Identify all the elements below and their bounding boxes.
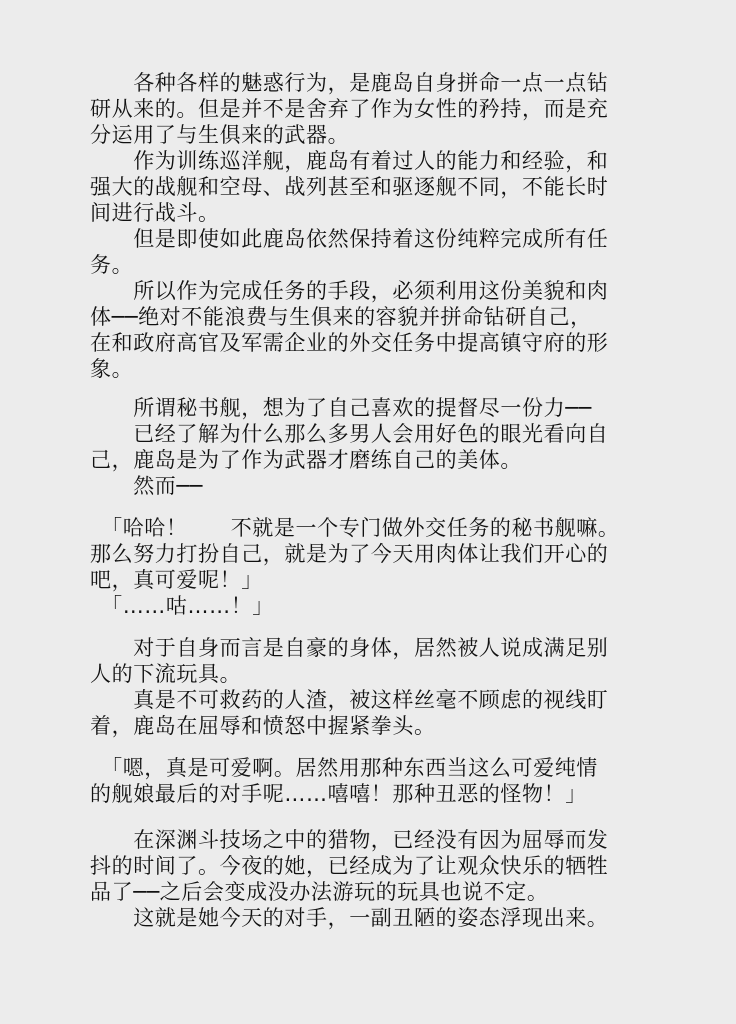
text-line: 「哈哈！ 不就是一个专门做外交任务的秘书舰嘛。 xyxy=(90,516,620,540)
text-line: 所以作为完成任务的手段，必须利用这份美貌和肉 xyxy=(90,279,609,303)
text-line: 着，鹿岛在屈辱和愤怒中握紧拳头。 xyxy=(90,714,436,738)
text-line: 各种各样的魅惑行为，是鹿岛自身拼命一点一点钻 xyxy=(90,71,609,95)
text-line: 的舰娘最后的对手呢……嘻嘻！那种丑恶的怪物！」 xyxy=(90,782,587,806)
text-line: 对于自身而言是自豪的身体，居然被人说成满足别 xyxy=(90,636,609,660)
text-line: 这就是她今天的对手，一副丑陋的姿态浮现出来。 xyxy=(90,906,609,930)
text-line: 象。 xyxy=(90,357,134,381)
text-line: 吧，真可爱呢！」 xyxy=(90,568,263,592)
text-line: 己，鹿岛是为了作为武器才磨练自己的美体。 xyxy=(90,448,522,472)
text-line: 已经了解为什么那么多男人会用好色的眼光看向自 xyxy=(90,422,609,446)
text-line: 真是不可救药的人渣，被这样丝毫不顾虑的视线盯 xyxy=(90,688,609,712)
text-line: 但是即使如此鹿岛依然保持着这份纯粹完成所有任 xyxy=(90,227,609,251)
text-line: 间进行战斗。 xyxy=(90,201,220,225)
text-line: 在深渊斗技场之中的猎物，已经没有因为屈辱而发 xyxy=(90,828,609,852)
text-line: 抖的时间了。今夜的她，已经成为了让观众快乐的牺牲 xyxy=(90,854,609,878)
text-line: 所谓秘书舰，想为了自己喜欢的提督尽一份力── xyxy=(90,396,592,420)
text-line: 「……咕……！」 xyxy=(90,594,274,618)
text-line: 强大的战舰和空母、战列甚至和驱逐舰不同，不能长时 xyxy=(90,175,609,199)
text-line: 人的下流玩具。 xyxy=(90,662,242,686)
text-line: 研从来的。但是并不是舍弃了作为女性的矜持，而是充 xyxy=(90,97,609,121)
text-line: 然而── xyxy=(90,474,203,498)
text-line: 在和政府高官及军需企业的外交任务中提高镇守府的形 xyxy=(90,331,609,355)
text-line: 作为训练巡洋舰，鹿岛有着过人的能力和经验，和 xyxy=(90,149,609,173)
text-line: 品了──之后会变成没办法游玩的玩具也说不定。 xyxy=(90,880,549,904)
text-line: 体──绝对不能浪费与生俱来的容貌并拼命钻研自己， xyxy=(90,305,592,329)
text-line: 务。 xyxy=(90,253,134,277)
text-line: 那么努力打扮自己，就是为了今天用肉体让我们开心的 xyxy=(90,542,609,566)
text-line: 分运用了与生俱来的武器。 xyxy=(90,123,350,147)
text-line: 「嗯，真是可爱啊。居然用那种东西当这么可爱纯情 xyxy=(90,756,598,780)
